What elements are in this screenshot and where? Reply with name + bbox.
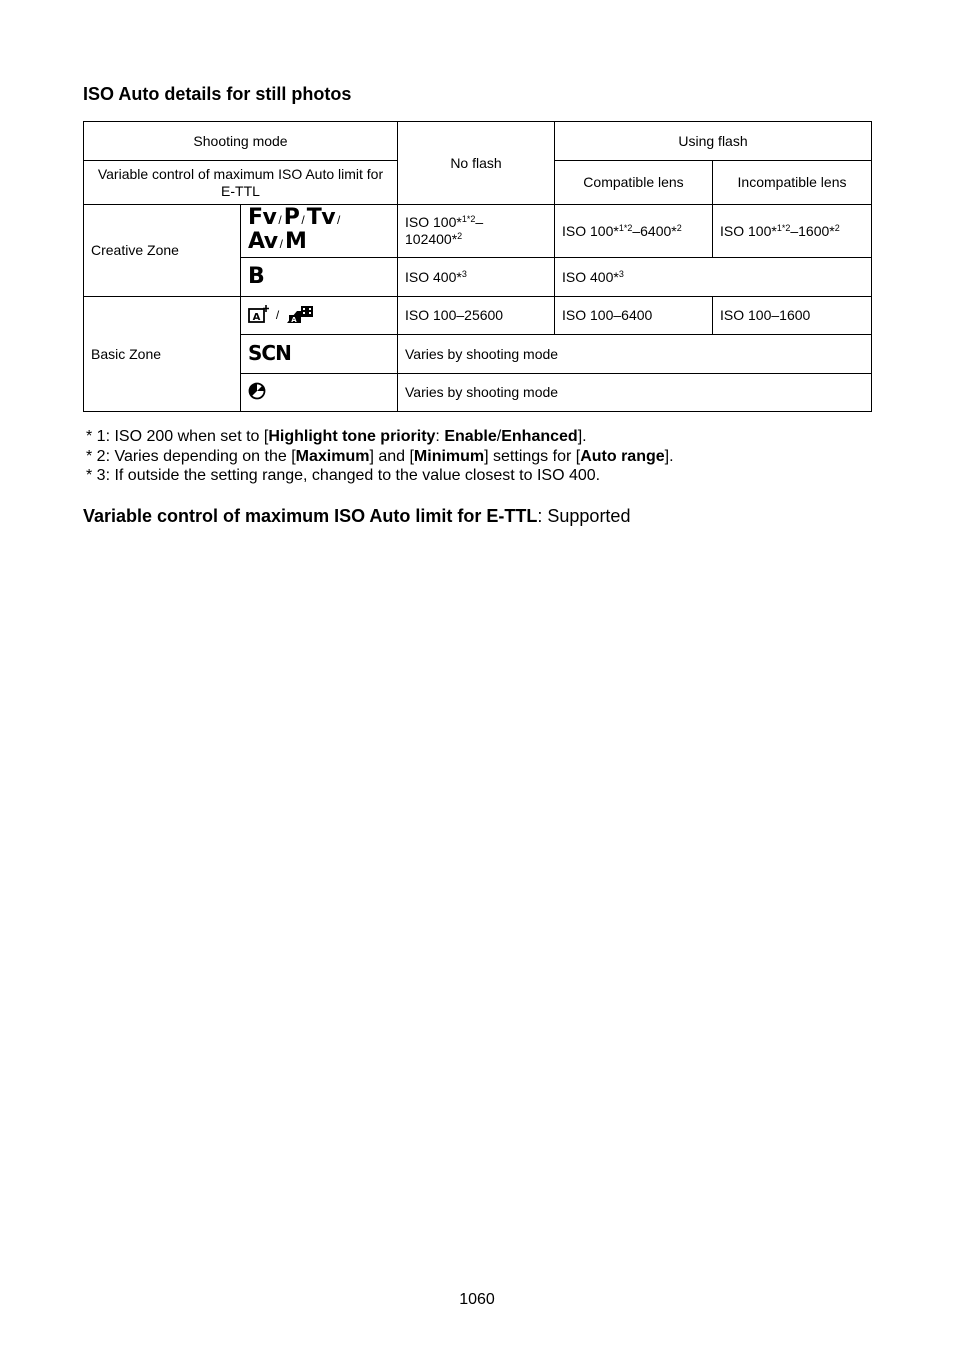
scn-mode-icon: SCN bbox=[248, 340, 291, 365]
creative-filter-mode-cell bbox=[241, 374, 398, 412]
header-variable-control: Variable control of maximum ISO Auto limit for E-TTL bbox=[84, 161, 398, 205]
p-mode-icon: P bbox=[283, 205, 300, 230]
iso-auto-table bbox=[83, 121, 872, 412]
header-no-flash: No flash bbox=[398, 122, 555, 205]
footnote-ref: 3 bbox=[618, 268, 624, 279]
auto-no-flash-value: ISO 100–25600 bbox=[398, 297, 555, 335]
mode-separator: / bbox=[278, 213, 282, 227]
footnote-ref: 2 bbox=[457, 231, 463, 241]
svg-text:A: A bbox=[252, 311, 261, 323]
footnote-3: * 3: If outside the setting range, changed to the value closest to ISO 400. bbox=[86, 467, 601, 484]
menu-term: Highlight tone priority bbox=[268, 428, 436, 445]
bulb-no-flash-value bbox=[398, 258, 555, 297]
footnote-ref: 1*2 bbox=[461, 214, 476, 224]
b-mode-icon: B bbox=[248, 263, 265, 289]
footnote-text: * 2: Varies depending on the [ bbox=[86, 447, 296, 465]
bulb-flash-value bbox=[555, 258, 872, 297]
creative-no-flash-value bbox=[398, 205, 555, 258]
footnote-text: ]. bbox=[577, 428, 587, 445]
menu-term: Minimum bbox=[413, 447, 485, 465]
creative-incompatible-value bbox=[713, 205, 872, 258]
footnote-ref: 1*2 bbox=[776, 222, 791, 233]
menu-term: Enhanced bbox=[501, 428, 578, 445]
table-row bbox=[84, 297, 872, 335]
value-text: –1600* bbox=[790, 222, 835, 239]
mode-separator: / bbox=[279, 237, 283, 251]
header-compatible-lens: Compatible lens bbox=[555, 161, 713, 205]
footnote-text: / bbox=[496, 428, 502, 445]
creative-zone-label: Creative Zone bbox=[84, 205, 241, 297]
fv-mode-icon: Fv bbox=[248, 205, 277, 230]
av-mode-icon: Av bbox=[248, 229, 278, 254]
page-number: 1060 bbox=[459, 1291, 495, 1308]
footnote-text: * 1: ISO 200 when set to [ bbox=[86, 428, 269, 445]
creative-compatible-value bbox=[555, 205, 713, 258]
bulb-mode-cell bbox=[241, 258, 398, 297]
value-text: ISO 100* bbox=[405, 214, 462, 230]
creative-filter-value: Varies by shooting mode bbox=[398, 374, 872, 412]
footnote-text: ] settings for [ bbox=[484, 447, 581, 465]
creative-modes-cell bbox=[241, 205, 398, 258]
supported-value: : Supported bbox=[537, 506, 631, 526]
menu-term: Auto range bbox=[580, 447, 665, 465]
value-text: ISO 400* bbox=[405, 268, 462, 285]
mode-separator: / bbox=[275, 308, 280, 323]
menu-term: Maximum bbox=[295, 447, 370, 465]
auto-modes-cell bbox=[241, 297, 398, 335]
footnote-text: ]. bbox=[664, 447, 674, 465]
menu-term: Enable bbox=[444, 428, 497, 445]
value-text: 102400* bbox=[405, 231, 458, 247]
footnotes bbox=[86, 427, 674, 486]
value-text: – bbox=[475, 214, 484, 230]
value-text: ISO 400* bbox=[562, 268, 619, 285]
supported-statement bbox=[83, 506, 630, 527]
mode-separator: / bbox=[337, 213, 341, 227]
footnote-text: ] and [ bbox=[369, 447, 414, 465]
auto-incompatible-value: ISO 100–1600 bbox=[713, 297, 872, 335]
footnote-ref: 1*2 bbox=[618, 222, 633, 233]
mode-separator: / bbox=[301, 213, 305, 227]
table-row bbox=[84, 205, 872, 258]
m-mode-icon: M bbox=[284, 229, 307, 254]
value-text: –6400* bbox=[632, 222, 677, 239]
supported-label: Variable control of maximum ISO Auto limit for E-TTL bbox=[83, 506, 538, 526]
page-title: ISO Auto details for still photos bbox=[83, 84, 352, 104]
footnote-1 bbox=[86, 427, 674, 447]
auto-compatible-value: ISO 100–6400 bbox=[555, 297, 713, 335]
header-using-flash: Using flash bbox=[555, 122, 872, 161]
value-text: ISO 100* bbox=[720, 222, 777, 239]
scn-value: Varies by shooting mode bbox=[398, 335, 872, 374]
scn-mode-cell bbox=[241, 335, 398, 374]
hybrid-auto-icon bbox=[285, 304, 315, 328]
value-text: ISO 100* bbox=[562, 222, 619, 239]
footnote-ref: 2 bbox=[834, 222, 840, 233]
scene-intelligent-auto-icon bbox=[248, 304, 270, 328]
footnote-ref: 2 bbox=[676, 222, 682, 233]
footnote-2 bbox=[86, 447, 674, 467]
footnote-text: : bbox=[435, 428, 445, 445]
creative-filters-icon bbox=[248, 382, 266, 404]
svg-text:A: A bbox=[291, 315, 297, 324]
header-incompatible-lens: Incompatible lens bbox=[713, 161, 872, 205]
footnote-ref: 3 bbox=[461, 268, 467, 279]
tv-mode-icon: Tv bbox=[306, 205, 336, 230]
basic-zone-label: Basic Zone bbox=[84, 297, 241, 412]
header-shooting-mode: Shooting mode bbox=[84, 122, 398, 161]
table-row bbox=[84, 122, 872, 161]
